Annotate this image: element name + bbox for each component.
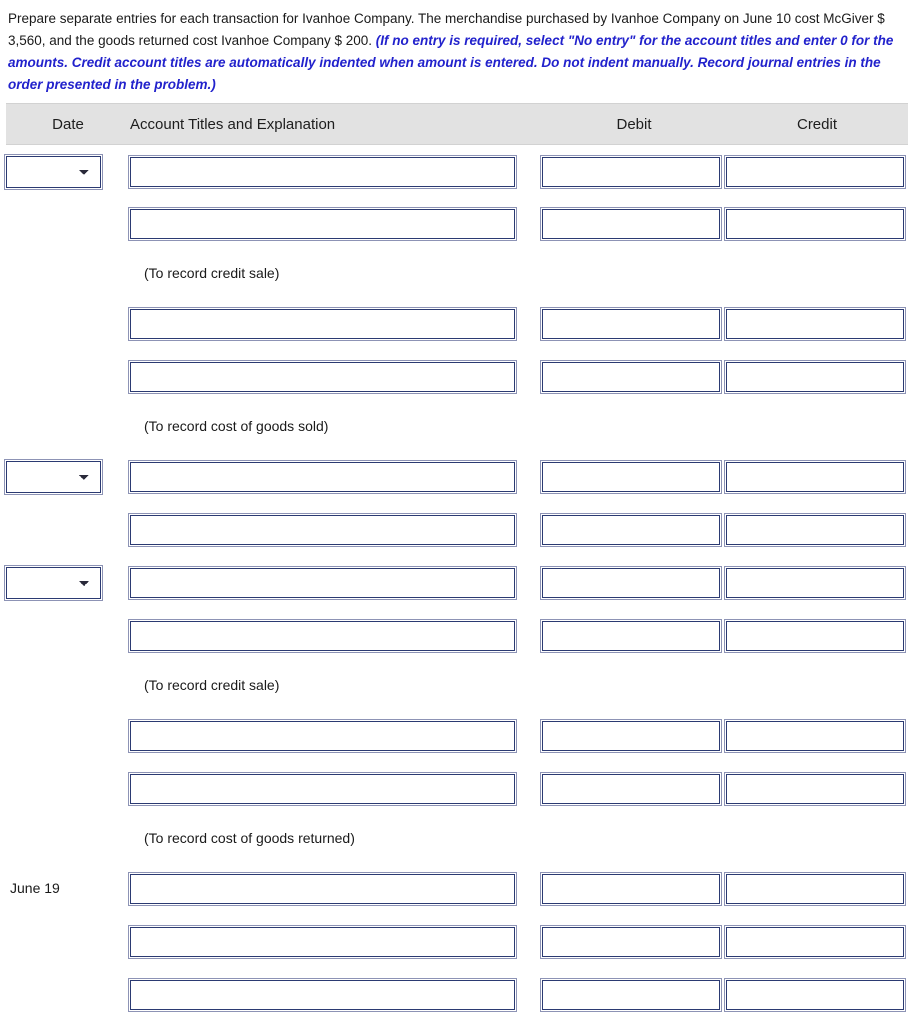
debit-amount-input[interactable] [542,621,720,651]
date-select[interactable] [6,156,101,188]
debit-cell [542,710,726,763]
debit-cell [542,610,726,663]
journal-entry-row [6,557,908,610]
journal-note-row [6,404,908,451]
account-title-input[interactable] [130,721,515,751]
date-cell [6,916,130,969]
credit-cell [726,610,908,663]
date-cell [6,863,130,916]
journal-entry-row [6,916,908,969]
account-title-cell [130,610,542,663]
debit-amount-input[interactable] [542,721,720,751]
explanation-cell [130,251,542,298]
debit-cell [542,557,726,610]
date-cell [6,710,130,763]
note-debit-cell [542,816,726,863]
account-title-input[interactable] [130,980,515,1010]
debit-amount-input[interactable] [542,980,720,1010]
date-static-text: June 19 [10,880,60,897]
credit-amount-input[interactable] [726,621,904,651]
credit-amount-input[interactable] [726,157,904,187]
note-debit-cell [542,404,726,451]
journal-entry-table [6,103,908,1022]
credit-cell [726,451,908,504]
note-credit-cell [726,663,908,710]
account-title-input[interactable] [130,209,515,239]
credit-cell [726,557,908,610]
credit-cell [726,145,908,198]
credit-amount-input[interactable] [726,874,904,904]
column-header-debit: Debit [542,104,726,145]
debit-amount-input[interactable] [542,462,720,492]
debit-amount-input[interactable] [542,927,720,957]
credit-cell [726,298,908,351]
account-title-cell [130,451,542,504]
account-title-input[interactable] [130,362,515,392]
debit-cell [542,198,726,251]
account-title-cell [130,710,542,763]
credit-amount-input[interactable] [726,462,904,492]
date-cell [6,610,130,663]
journal-entry-row [6,198,908,251]
credit-amount-input[interactable] [726,515,904,545]
credit-cell [726,198,908,251]
explanation-text: (To record credit sale) [144,265,280,282]
debit-cell [542,145,726,198]
account-title-input[interactable] [130,515,515,545]
note-date-cell [6,251,130,298]
account-title-cell [130,351,542,404]
journal-table-body [6,145,908,1022]
journal-entry-row [6,145,908,198]
date-cell [6,145,130,198]
column-header-account: Account Titles and Explanation [130,104,542,145]
debit-amount-input[interactable] [542,515,720,545]
credit-cell [726,863,908,916]
debit-amount-input[interactable] [542,362,720,392]
journal-entry-row [6,504,908,557]
debit-cell [542,451,726,504]
credit-amount-input[interactable] [726,721,904,751]
date-cell [6,298,130,351]
debit-cell [542,351,726,404]
column-header-credit: Credit [726,104,908,145]
journal-note-row [6,251,908,298]
credit-cell [726,763,908,816]
credit-cell [726,916,908,969]
debit-cell [542,863,726,916]
account-title-cell [130,969,542,1022]
note-credit-cell [726,816,908,863]
account-title-input[interactable] [130,462,515,492]
account-title-input[interactable] [130,774,515,804]
explanation-text: (To record cost of goods sold) [144,418,329,435]
journal-table-header [6,104,908,145]
account-title-input[interactable] [130,568,515,598]
account-title-input[interactable] [130,621,515,651]
account-title-cell [130,557,542,610]
account-title-input[interactable] [130,874,515,904]
note-date-cell [6,816,130,863]
credit-amount-input[interactable] [726,309,904,339]
credit-amount-input[interactable] [726,774,904,804]
explanation-cell [130,404,542,451]
date-select[interactable] [6,461,101,493]
account-title-cell [130,504,542,557]
journal-entry-row [6,451,908,504]
journal-entry-row [6,298,908,351]
instructions-emphasis-text: (If no entry is required, select "No entry" for the account titles and enter 0 for the amounts. Credit account titles are automatically indented when amount is entered. Do not indent manually. Record journal entries in the order presented in the problem.) [8,32,894,92]
date-cell [6,504,130,557]
explanation-cell [130,816,542,863]
journal-entry-row [6,863,908,916]
instructions-paragraph [0,0,913,95]
journal-note-row [6,816,908,863]
journal-entry-row [6,969,908,1022]
date-cell [6,451,130,504]
journal-entry-row [6,763,908,816]
journal-entry-row [6,610,908,663]
journal-entry-row [6,710,908,763]
debit-amount-input[interactable] [542,209,720,239]
debit-amount-input[interactable] [542,568,720,598]
account-title-cell [130,863,542,916]
account-title-input[interactable] [130,309,515,339]
credit-cell [726,969,908,1022]
debit-cell [542,298,726,351]
account-title-cell [130,298,542,351]
explanation-text: (To record credit sale) [144,677,280,694]
debit-amount-input[interactable] [542,309,720,339]
date-select[interactable] [6,567,101,599]
note-date-cell [6,663,130,710]
credit-cell [726,710,908,763]
header-row [6,104,908,145]
note-credit-cell [726,251,908,298]
credit-cell [726,504,908,557]
date-cell [6,763,130,816]
date-cell [6,198,130,251]
note-debit-cell [542,663,726,710]
debit-amount-input[interactable] [542,157,720,187]
explanation-cell [130,663,542,710]
account-title-cell [130,145,542,198]
debit-cell [542,763,726,816]
credit-amount-input[interactable] [726,568,904,598]
journal-note-row [6,663,908,710]
credit-amount-input[interactable] [726,927,904,957]
account-title-cell [130,198,542,251]
note-debit-cell [542,251,726,298]
note-date-cell [6,404,130,451]
debit-cell [542,916,726,969]
account-title-input[interactable] [130,927,515,957]
journal-entry-row [6,351,908,404]
debit-amount-input[interactable] [542,774,720,804]
date-cell [6,351,130,404]
instructions-plain-text: Prepare separate entries for each transaction for Ivanhoe Company. The merchandise purchased by Ivanhoe Company on June 10 cost McGiver $ 3,560, and the goods returned cost Ivanhoe Company $ 200. [8,11,885,48]
date-cell [6,969,130,1022]
credit-cell [726,351,908,404]
date-cell [6,557,130,610]
column-header-date: Date [6,104,130,145]
debit-amount-input[interactable] [542,874,720,904]
credit-amount-input[interactable] [726,362,904,392]
credit-amount-input[interactable] [726,980,904,1010]
account-title-input[interactable] [130,157,515,187]
explanation-text: (To record cost of goods returned) [144,830,355,847]
debit-cell [542,504,726,557]
account-title-cell [130,916,542,969]
debit-cell [542,969,726,1022]
credit-amount-input[interactable] [726,209,904,239]
account-title-cell [130,763,542,816]
note-credit-cell [726,404,908,451]
